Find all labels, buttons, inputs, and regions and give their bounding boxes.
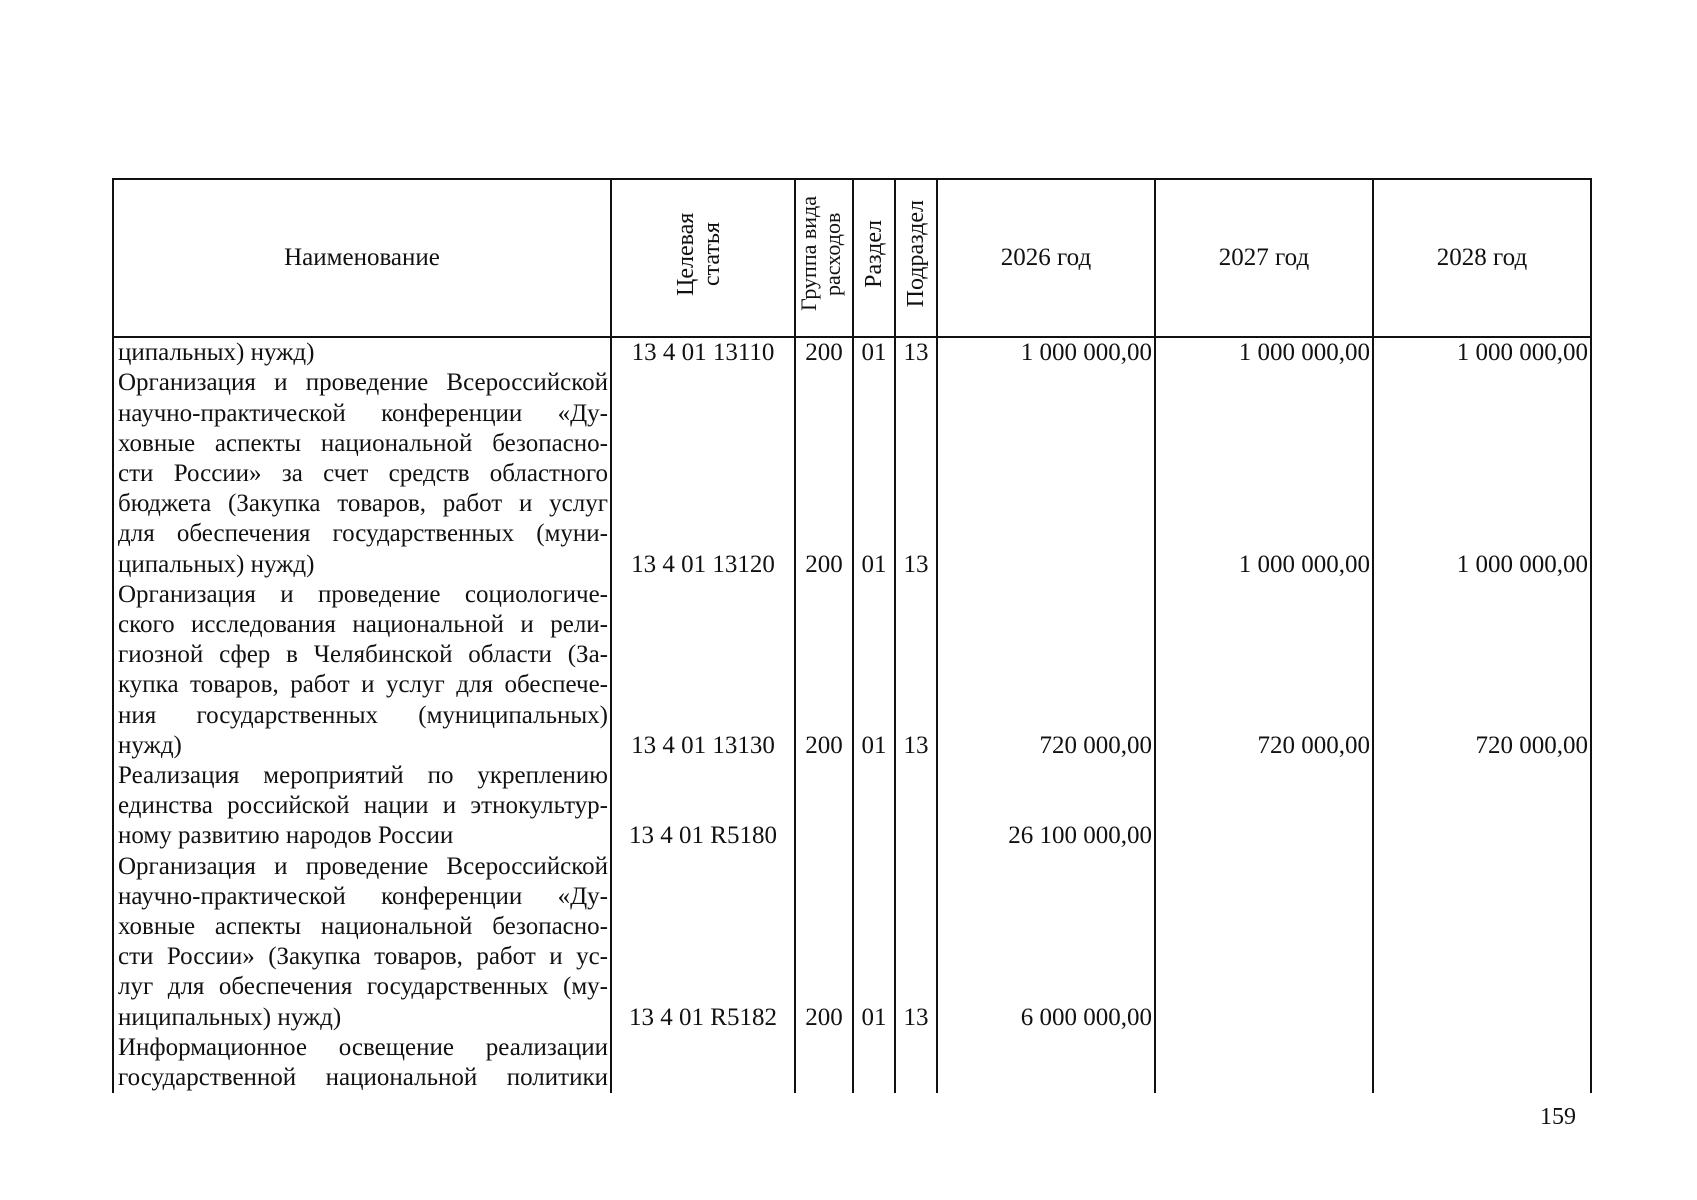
table-header-row — [113, 179, 1591, 337]
table-row — [113, 337, 1591, 368]
row-expense-group: 200 — [795, 580, 853, 761]
row-value-2026: 720 000,00 — [937, 580, 1155, 761]
row-name-line: ния государственных (муниципальных) — [118, 701, 608, 729]
row-name-line: Организация и проведение Всероссийской — [118, 369, 608, 397]
row-name-line: нужд) — [118, 731, 182, 759]
row-name-line: Организация и проведение социологиче- — [118, 580, 608, 608]
row-value-2027 — [1155, 852, 1373, 1033]
header-name: Наименование — [113, 179, 611, 337]
row-section: 01 — [853, 852, 895, 1033]
row-value-2026: 1 000 000,00 — [937, 337, 1155, 368]
row-subsection: 13 — [895, 580, 937, 761]
row-value-2027: 1 000 000,00 — [1155, 368, 1373, 579]
row-value-2028 — [1373, 852, 1591, 1033]
row-name-line: Реализация мероприятий по укреплению — [118, 762, 608, 790]
row-value-2026 — [937, 1033, 1155, 1093]
header-subsection: Подраздел — [895, 179, 937, 337]
header-year-2026: 2026 год — [937, 179, 1155, 337]
row-subsection: 13 — [895, 852, 937, 1033]
row-section: 01 — [853, 368, 895, 579]
row-value-2027: 1 000 000,00 — [1155, 337, 1373, 368]
budget-table — [112, 178, 1592, 1093]
row-value-2026: 6 000 000,00 — [937, 852, 1155, 1033]
row-target-article: 13 4 01 R5182 — [611, 852, 795, 1033]
row-section — [853, 1033, 895, 1093]
row-name — [113, 1033, 611, 1093]
row-expense-group: 200 — [795, 337, 853, 368]
row-value-2028: 720 000,00 — [1373, 580, 1591, 761]
row-subsection — [895, 1033, 937, 1093]
row-name-line: ципальных) нужд) — [118, 339, 315, 367]
header-target-article: Целевая статья — [611, 179, 795, 337]
row-name-line: бюджета (Закупка товаров, работ и услуг — [118, 490, 608, 518]
row-subsection — [895, 761, 937, 852]
row-value-2028: 1 000 000,00 — [1373, 368, 1591, 579]
row-target-article: 13 4 01 13110 — [611, 337, 795, 368]
header-section: Раздел — [853, 179, 895, 337]
row-value-2028 — [1373, 1033, 1591, 1093]
row-name-line: ципальных) нужд) — [118, 550, 315, 578]
row-subsection: 13 — [895, 337, 937, 368]
table-row — [113, 580, 1591, 761]
row-name-line: сти России» (Закупка товаров, работ и ус- — [118, 943, 608, 971]
row-name-line: для обеспечения государственных (муни- — [118, 520, 608, 548]
row-target-article: 13 4 01 13130 — [611, 580, 795, 761]
row-section — [853, 761, 895, 852]
row-value-2026 — [937, 368, 1155, 579]
row-name-line: Организация и проведение Всероссийской — [118, 852, 608, 880]
header-expense-group: Группа вида расходов — [795, 179, 853, 337]
row-value-2028: 1 000 000,00 — [1373, 337, 1591, 368]
row-value-2028 — [1373, 761, 1591, 852]
row-name — [113, 337, 611, 368]
row-target-article — [611, 1033, 795, 1093]
table-row — [113, 852, 1591, 1033]
header-year-2027: 2027 год — [1155, 179, 1373, 337]
row-name-line: гиозной сфер в Челябинской области (За- — [118, 641, 608, 669]
row-name — [113, 580, 611, 761]
table-row — [113, 368, 1591, 579]
row-name-line: государственной национальной политики — [118, 1064, 608, 1092]
row-value-2027 — [1155, 1033, 1373, 1093]
row-name-line: научно-практической конференции «Ду- — [118, 882, 608, 910]
row-expense-group: 200 — [795, 852, 853, 1033]
row-expense-group: 200 — [795, 368, 853, 579]
row-name — [113, 852, 611, 1033]
row-name-line: научно-практической конференции «Ду- — [118, 399, 608, 427]
row-value-2026: 26 100 000,00 — [937, 761, 1155, 852]
row-name-line: купка товаров, работ и услуг для обеспече- — [118, 671, 608, 699]
row-name-line: Информационное освещение реализации — [118, 1033, 608, 1061]
row-value-2027 — [1155, 761, 1373, 852]
row-name-line: ховные аспекты национальной безопасно- — [118, 913, 608, 941]
row-name — [113, 761, 611, 852]
table-row — [113, 1033, 1591, 1093]
row-expense-group — [795, 761, 853, 852]
row-section: 01 — [853, 337, 895, 368]
row-name-line: сти России» за счет средств областного — [118, 460, 608, 488]
row-section: 01 — [853, 580, 895, 761]
row-name-line: ского исследования национальной и рели- — [118, 611, 608, 639]
header-year-2028: 2028 год — [1373, 179, 1591, 337]
row-name-line: ховные аспекты национальной безопасно- — [118, 429, 608, 457]
table-row — [113, 761, 1591, 852]
row-name-line: единства российской нации и этнокультур- — [118, 792, 608, 820]
row-value-2027: 720 000,00 — [1155, 580, 1373, 761]
row-target-article: 13 4 01 13120 — [611, 368, 795, 579]
row-name — [113, 368, 611, 579]
table-body — [113, 337, 1591, 1093]
row-name-line: луг для обеспечения государственных (му- — [118, 973, 608, 1001]
row-name-line: ному развитию народов России — [118, 822, 454, 850]
row-name-line: ниципальных) нужд) — [118, 1003, 342, 1031]
row-target-article: 13 4 01 R5180 — [611, 761, 795, 852]
row-subsection: 13 — [895, 368, 937, 579]
page-number: 159 — [1540, 1104, 1576, 1130]
row-expense-group — [795, 1033, 853, 1093]
